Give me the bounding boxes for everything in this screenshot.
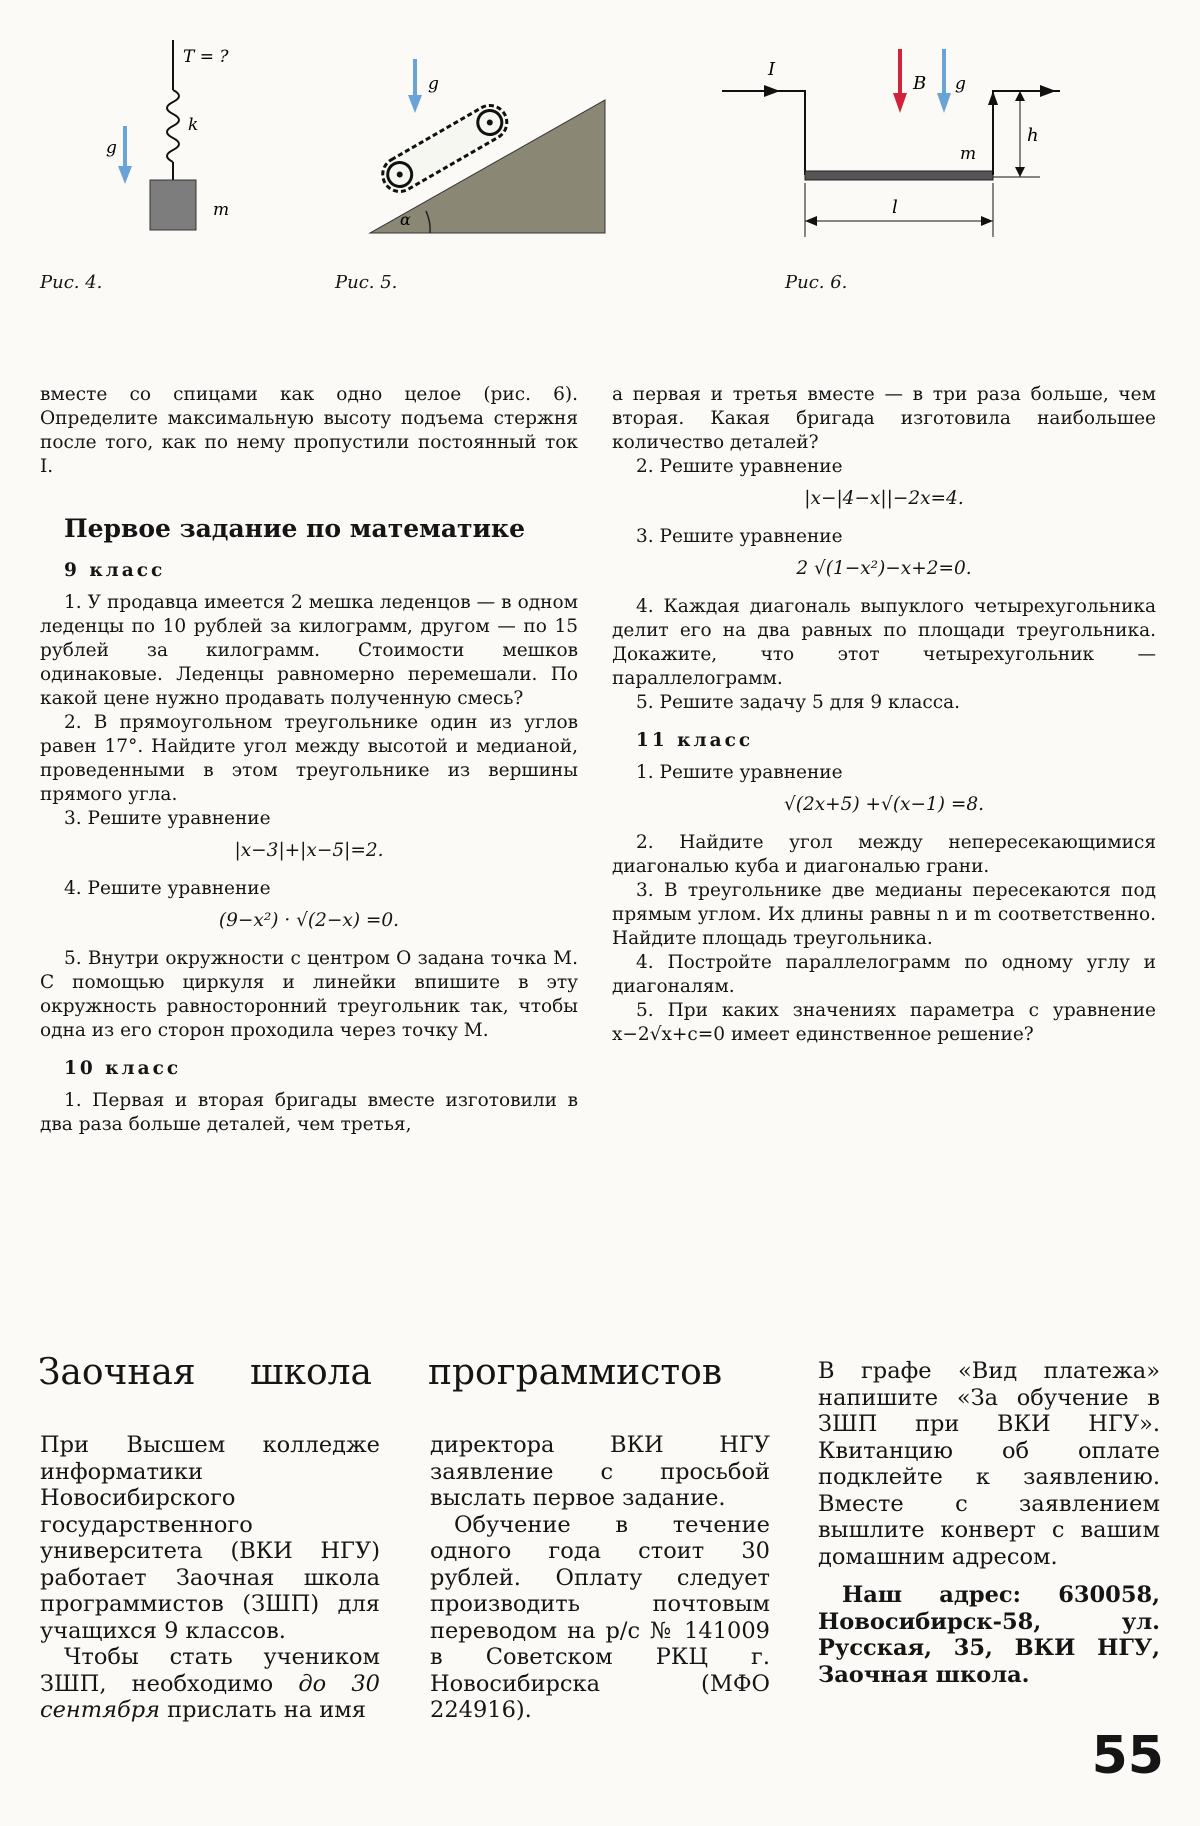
- school-c3-p1: В графе «Вид платежа» напишите «За обучение в ЗШП при ВКИ НГУ». Квитанцию об оплате подклейте к заявлению. Вместе с заявлением вышлите конверт с вашим домашним адресом.: [818, 1358, 1160, 1570]
- g10-problem-3: 3. Решите уравнение: [636, 526, 843, 547]
- page-number: 55: [1091, 1726, 1164, 1786]
- fig6-label-m: m: [960, 144, 977, 164]
- fig6-label-b: B: [913, 73, 927, 94]
- grade-9-label: 9 класс: [64, 560, 166, 581]
- school-title-word-3: программистов: [428, 1352, 723, 1393]
- figure-5: [360, 55, 615, 245]
- fig4-label-g: g: [106, 138, 117, 158]
- school-c1-p2: Чтобы стать учеником ЗШП, необходимо до 30 сентября прислать на имя: [40, 1644, 380, 1723]
- school-column-2: [430, 1432, 770, 1724]
- school-address: Наш адрес: 630058, Новосибирск-58, ул. Русская, 35, ВКИ НГУ, Заочная школа.: [818, 1582, 1160, 1688]
- g9-problem-1: 1. У продавца имеется 2 мешка леденцов — в одном леденцы по 10 рублей за килограмм, другом — по 15 рублей за килограмм. Стоимости мешков одинаковые. Леденцы равномерно перемешали. По какой цене нужно продавать полученную смесь?: [40, 592, 578, 709]
- figure-4: [90, 30, 290, 255]
- rod: [805, 171, 993, 180]
- g11-problem-1: 1. Решите уравнение: [636, 762, 843, 783]
- g9-problem-4: 4. Решите уравнение: [64, 878, 271, 899]
- fig6-label-h: h: [1027, 125, 1039, 146]
- physics-tail: вместе со спицами как одно целое (рис. 6). Определите максимальную высоту подъема стержня после того, как по нему пропустили постоянный ток I.: [40, 384, 578, 477]
- g9-equation-4: (9−x²) · √(2−x) =0.: [218, 910, 400, 931]
- grade-10-label: 10 класс: [64, 1058, 182, 1079]
- g9-problem-5: 5. Внутри окружности с центром O задана точка M. С помощью циркуля и линейки впишите в эту окружность равносторонний треугольник так, чтобы одна из его сторон проходила через точку M.: [40, 948, 578, 1041]
- g10-problem-5: 5. Решите задачу 5 для 9 класса.: [636, 692, 961, 713]
- g10-problem-4: 4. Каждая диагональ выпуклого четырехугольника делит его на два равных по площади треугольника. Докажите, что этот четырехугольник — параллелограмм.: [612, 596, 1156, 689]
- g11-problem-4: 4. Постройте параллелограмм по одному углу и диагоналям.: [612, 952, 1156, 997]
- g10-problem-1a: 1. Первая и вторая бригады вместе изготовили в два раза больше деталей, чем третья,: [40, 1090, 578, 1135]
- school-c2-p1: директора ВКИ НГУ заявление с просьбой выслать первое задание.: [430, 1432, 770, 1511]
- school-c1-p1: При Высшем колледже информатики Новосибирского государственного университета (ВКИ НГУ) работает Заочная школа программистов (ЗШП) для учащихся 9 классов.: [40, 1432, 380, 1644]
- fig6-label-i: I: [768, 59, 776, 80]
- school-column-1: [40, 1432, 380, 1724]
- fig4-label-m: m: [213, 200, 230, 220]
- figure-4-caption: Рис. 4.: [40, 272, 103, 293]
- g11-problem-5: 5. При каких значениях параметра c уравнение x−2√x+c=0 имеет единственное решение?: [612, 1000, 1156, 1045]
- deadline-emphasis: до 30 сентября: [40, 1670, 380, 1723]
- g9-problem-2: 2. В прямоугольном треугольнике один из углов равен 17°. Найдите угол между высотой и медианой, проведенными в этом треугольнике из вершины прямого угла.: [40, 712, 578, 805]
- g11-problem-2: 2. Найдите угол между непересекающимися диагональю куба и диагональю грани.: [612, 832, 1156, 877]
- fig5-label-alpha: α: [400, 210, 411, 229]
- fig5-label-g: g: [428, 74, 439, 94]
- school-title-word-2: школа: [250, 1352, 372, 1393]
- g10-equation-2: |x−|4−x||−2x=4.: [804, 488, 964, 509]
- right-column: [612, 383, 1156, 1047]
- school-title-word-1: Заочная: [38, 1352, 196, 1393]
- g11-problem-3: 3. В треугольнике две медианы пересекаются под прямым углом. Их длины равны n и m соответственно. Найдите площадь треугольника.: [612, 880, 1156, 949]
- mass-block: [150, 180, 196, 230]
- fig4-label-t: T = ?: [183, 47, 229, 67]
- fig6-label-g: g: [955, 74, 966, 94]
- g10-equation-3: 2 √(1−x²)−x+2=0.: [796, 558, 972, 579]
- g10-problem-2: 2. Решите уравнение: [636, 456, 843, 477]
- g10-problem-1b: а первая и третья вместе — в три раза больше, чем вторая. Какая бригада изготовила наибольшее количество деталей?: [612, 384, 1156, 453]
- figure-6-caption: Рис. 6.: [785, 272, 848, 293]
- figure-6: [720, 45, 1100, 245]
- figure-5-caption: Рис. 5.: [335, 272, 398, 293]
- left-column: [40, 383, 578, 1137]
- g9-problem-3: 3. Решите уравнение: [64, 808, 271, 829]
- g11-equation-1: √(2x+5) +√(x−1) =8.: [783, 794, 985, 815]
- school-column-3: [818, 1358, 1160, 1688]
- school-c2-p2: Обучение в течение одного года стоит 30 рублей. Оплату следует производить почтовым переводом на р/с № 141009 в Советском РКЦ г. Новосибирска (МФО 224916).: [430, 1511, 770, 1723]
- fig4-label-k: k: [188, 115, 199, 135]
- grade-11-label: 11 класс: [636, 730, 754, 751]
- fig6-label-l: l: [892, 197, 898, 218]
- math-section-title: Первое задание по математике: [64, 514, 526, 543]
- g9-equation-3: |x−3|+|x−5|=2.: [234, 840, 384, 861]
